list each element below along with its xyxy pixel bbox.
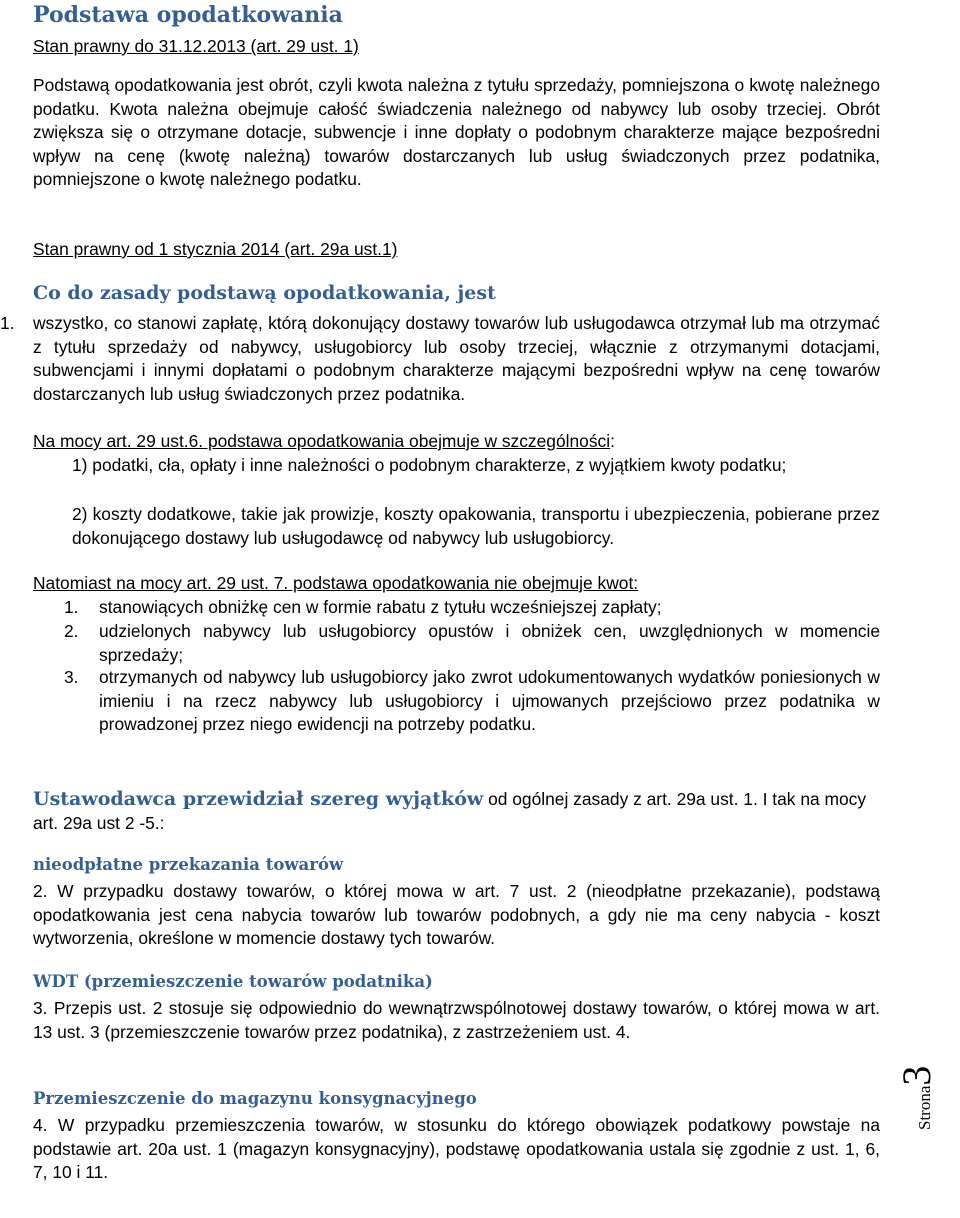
section-text-consignment: 4. W przypadku przemieszczenia towarów, w stosunku do którego obowiązek podatkowy powstaje na podstawie art. 20a ust. 1 (magazyn konsygnacyjny), podstawę opodatkowania ustala się zgodnie z ust. 1, 6, 7, 10 i 11. (33, 1115, 880, 1183)
include-item-1: 1) podatki, cła, opłaty i inne należności o podobnym charakterze, z wyjątkiem kwoty podatku; (72, 455, 787, 475)
page-marker (894, 1050, 955, 1130)
exclude-item-3-number: 3. (64, 667, 79, 687)
include-item-2: 2) koszty dodatkowe, takie jak prowizje, koszty opakowania, transportu i ubezpieczenia, pobierane przez dokonującego dostawy lub usługodawcę od nabywcy lub usługobiorcy. (72, 504, 880, 548)
include-heading-line (33, 430, 615, 454)
rule-item-text: wszystko, co stanowi zapłatę, którą dokonujący dostawy towarów lub usługodawca otrzymał lub ma otrzymać z tytułu sprzedaży od nabywcy, usługobiorcy lub osoby trzeciej, włącznie z otrzymanymi dotacjami, subwencjami i innymi dopłatami o podobnym charakterze mającymi bezpośredni wpływ na cenę towarów dostarczanych lub usług świadczonych przez podatnika. (33, 313, 880, 404)
exclude-item-2-text: udzielonych nabywcy lub usługobiorcy opustów i obniżek cen, uwzględnionych w momencie sprzedaży; (99, 621, 880, 665)
include-colon: : (610, 431, 615, 451)
exclude-item-2-number: 2. (64, 621, 79, 641)
exceptions-text: od ogólnej zasady z art. 29a ust. 1. I tak na mocy art. 29a ust 2 -5.: (33, 789, 867, 833)
exclude-item-1-number: 1. (64, 597, 79, 617)
page-marker-word: Strona (915, 1085, 934, 1130)
page-title: Podstawa opodatkowania (33, 2, 343, 28)
rule-item-number: 1. (0, 313, 15, 333)
exceptions-paragraph (33, 786, 880, 836)
include-heading: Na mocy art. 29 ust.6. podstawa opodatkowania obejmuje w szczególności (33, 431, 611, 451)
exclude-item-3-text: otrzymanych od nabywcy lub usługobiorcy jako zwrot udokumentowanych wydatków poniesionych w imieniu i na rzecz nabywcy lub usługobiorcy i ujmowanych przejściowo przez podatnika w prowadzonej przez niego ewidencji na potrzeby podatku. (99, 667, 880, 735)
exclude-item-1-text: stanowiących obniżkę cen w formie rabatu z tytułu wcześniejszej zapłaty; (99, 597, 662, 617)
section-text-free-transfer: 2. W przypadku dostawy towarów, o której mowa w art. 7 ust. 2 (nieodpłatne przekazanie), podstawą opodatkowania jest cena nabycia towarów lub towarów podobnych, a gdy nie ma ceny nabycia - koszt wytworzenia, określone w momencie dostawy tych towarów. (33, 881, 880, 949)
section-heading-consignment: Przemieszczenie do magazynu konsygnacyjnego (33, 1089, 477, 1108)
page-number: 3 (894, 1065, 939, 1086)
status-before: Stan prawny do 31.12.2013 (art. 29 ust. 1) (33, 36, 359, 56)
section-heading-free-transfer: nieodpłatne przekazania towarów (33, 855, 344, 874)
status-after: Stan prawny od 1 stycznia 2014 (art. 29a ust.1) (33, 239, 398, 259)
paragraph-before-2014: Podstawą opodatkowania jest obrót, czyli kwota należna z tytułu sprzedaży, pomniejszona o kwotę należnego podatku. Kwota należna obejmuje całość świadczenia należnego od nabywcy lub osoby trzeciej. Obrót zwiększa się o otrzymane dotacje, subwencje i inne dopłaty o podobnym charakterze mające bezpośredni wpływ na cenę (kwotę należną) towarów dostarczanych lub usług świadczonych przez podatnika, pomniejszone o kwotę należnego podatku. (33, 75, 880, 190)
exclude-heading: Natomiast na mocy art. 29 ust. 7. podstawa opodatkowania nie obejmuje kwot: (33, 573, 639, 593)
exceptions-heading: Ustawodawca przewidział szereg wyjątków (33, 788, 484, 810)
rule-heading: Co do zasady podstawą opodatkowania, jest (33, 282, 496, 304)
section-text-wdt: 3. Przepis ust. 2 stosuje się odpowiednio do wewnątrzwspólnotowej dostawy towarów, o której mowa w art. 13 ust. 3 (przemieszczenie towarów przez podatnika), z zastrzeżeniem ust. 4. (33, 998, 880, 1042)
section-heading-wdt: WDT (przemieszczenie towarów podatnika) (33, 972, 433, 991)
